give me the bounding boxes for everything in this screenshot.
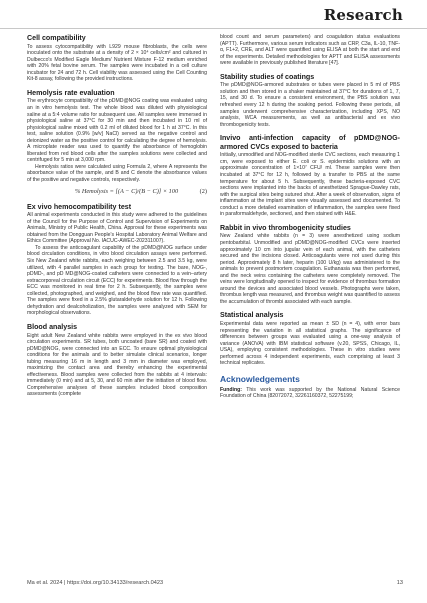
section-title-anti-infection: Invivo anti-infection capacity of pDMD@NOG-armored CVCs exposed to bacteria	[220, 134, 400, 151]
equation-body: % Hemolysis = [(A − C)/(B − C)] × 100	[75, 187, 179, 195]
left-column	[27, 34, 207, 398]
page-footer	[27, 580, 403, 592]
equation-hemolysis	[27, 187, 207, 197]
funding-text: This work was supported by the National Natural Science Foundation of China (82072072, 32261160372, 52275199;	[220, 386, 400, 400]
paragraph-funding	[220, 387, 400, 400]
paragraph-hemolysis-2: Hemolysis ratios were calculated using Formula 2, where A represents the absorbance value of the sample, and B and C denote the absorbance values of the positive and negative controls, respectively.	[27, 163, 207, 184]
section-title-blood-analysis: Blood analysis	[27, 322, 78, 331]
section-title-cell-compatibility: Cell compatibility	[27, 34, 86, 42]
section-title-thrombogenicity: Rabbit in vivo thrombogenicity studies	[220, 223, 351, 232]
paragraph-ex-vivo-2: To assess the anticoagulant capability of the pDMD@NOG surface under blood circulation conditions, in vitro blood circulation assays were performed. Six New Zealand white rabbits, each weighing between 2.5 and 3.5 kg, were utilized, with 4 parallel samples in each group for testing. The bare, NOG-, pDMD-, and pD MD@NOG-coated catheters were connected to a vein–artery extracorporeal circulation circuit (ECC) for experiments. Blood flow through the ECC was monitored in real time for 2 h. Subsequently, the samples were collected, photographed, and weighed, and the blood flow rate was quantified. The samples were fixed in a 2.5% glutaraldehyde solution for 12 h. Following dehydration and dealcoholization, the samples were analyzed with SEM for morphological observations.	[27, 244, 207, 317]
paragraph-statistics: Experimental data were reported as mean ± SD (n = 4), with error bars representing the variation in all statistical graphs. The significance of differences between groups was evaluated using a one-way analysis of variance (ANOVA) with IBM statistical software (v.20, SPSS, Chicago, IL, USA), employing consistent methodologies. These in vitro studies were performed across 4 independent experiments, each comprising at least 3 technical replicates.	[220, 321, 400, 367]
paragraph-thrombogenicity: New Zealand white rabbits (n = 3) were anesthetized using sodium pentobarbital. Unmodified and pDMD@NOG-modified CVCs were inserted approximately 10 cm into jugular vein of each animal, with the catheters secured and the incisions closed. Anticoagulants were not used during this period. Approximately 8 h later, heparin (100 U/kg) was administered to the animals to prevent postmortem coagulation. Euthanasia was then performed, and the neck veins containing the catheters were completely removed. The veins were longitudinally opened to inspect for evidence of thrombus formation around the devices and associated blood vessels. Photographs were taken, thrombus length was measured, and thrombus weight was quantified to assess the accumulation of thrombi associated with each sample.	[220, 233, 400, 305]
section-title-hemolysis: Hemolysis rate evaluation	[27, 88, 115, 97]
page-number: 13	[396, 580, 403, 586]
section-title-acknowledgements: Acknowledgements	[220, 373, 300, 384]
paragraph-ex-vivo-1: All animal experiments conducted in this study were adhered to the guidelines of the Council for the Purpose of Control and Supervision of Experiments on Animals, Ministry of Public Health, China. Approval for these experiments was obtained from the Dongguan People's Hospital Laboratory Animal Welfare and Ethics Committee (Approval No. IACUC-AWEC-202311007).	[27, 212, 207, 245]
section-title-ex-vivo: Ex vivo hemocompatibility test	[27, 202, 132, 211]
journal-header	[0, 0, 427, 29]
right-column	[220, 34, 400, 400]
paragraph-anti-infection: Initially, unmodified and NOG-modified sterile CVC sections, each measuring 1 cm, were exposed to either E. coli or S. epidermidis solutions with an approximate concentration of 1×10⁷ CFU/ ml. These samples were then incubated at 37°C for 12 h, followed by a transfer to PBS at the same temperature for about 5 h. Subsequently, these bacteria-exposed CVC sections were implanted into the backs of anesthetized Sprague-Dawley rats, with the surgical sites being sutured shut. After a week of observation, signs of inflammation at the implant sites were visually assessed and documented. To conduct a more detailed examination of inflammation, the samples were fixed in paraformaldehyde, sectioned, and then stained with H&E.	[220, 152, 400, 218]
paragraph-blood-analysis-cont: blood count and serum parameters) and coagulation status evaluations (APTT). Furthermore, various serum indicators such as CRP, C3a, IL-10, TNF-α, F1+2, CRE, and ALT were quantified using ELISA at both the start and end of the experiments. Detailed methodologies for APTT and ELISA assessments were available in previously published literature [47].	[220, 34, 400, 67]
paragraph-hemolysis-1: The erythrocyte compatibility of the pDMD@NOG coating was evaluated using an in vitro hemolysis test. The whole blood was diluted with physiological saline at a 5:4 volume ratio for subsequent use. All samples were immersed in physiological saline at 37°C for 30 min and then incubated in 10 ml of physiological saline mixed with 0.2 ml of diluted blood for 1 h at 37°C. In this test, saline solution (0.9% [w/v] NaCl) served as the negative control and deionized water as the positive control for calculating the degree of hemolysis. A microplate reader was used to quantify the absorbance of hemoglobin liberated from red blood cells after the samples solutions were collected and centrifuged for 5 min at 3,000 rpm.	[27, 98, 207, 164]
funding-label: Funding:	[220, 386, 242, 393]
equation-number: (2)	[199, 187, 207, 195]
paragraph-stability: The pDMD@NOG-armored substrates or tubes were placed in 5 ml of PBS solution and then stored in a shaker maintained at 37°C for durations of 1, 7, 15, and 30 d. To ensure a consistent environment, the PBS solution was refreshed every 12 h during the soaking period. Following these periods, all samples underwent comprehensive characterization, including XPS, NO analysis, WCA measurements, as well as antibacterial and ex vivo thrombogenicity tests.	[220, 82, 400, 128]
paragraph-cell-compatibility: To assess cytocompatibility with L929 mouse fibroblasts, the cells were inoculated onto the substrate at a density of 2 × 10⁴ cells/cm² and cultured in Dulbecco's Modified Eagle Medium/ Nutrient Mixture F-12 medium enriched with 20% fetal bovine serum. The samples were incubated in a cell culture incubator for 24 and 72 h. Cell viability was assessed using the Cell Counting Kit-8 assay, following the provided instructions.	[27, 43, 207, 83]
section-title-stability: Stability studies of coatings	[220, 72, 315, 81]
journal-name: Research	[323, 6, 403, 24]
section-title-statistics: Statistical analysis	[220, 311, 284, 320]
paragraph-blood-analysis: Eight adult New Zealand white rabbits were employed in the ex vivo blood circulation experiments. SR tubes, both uncoated (bare SR) and coated with pDMD@NOG, were connected into an ECC. To ensure optimal physiological conditions for the animals and to better simulate clinical scenarios, longer tubing measuring 16 m in length and 3 mm in diameter was employed, maximizing the contact area and thereby enhancing the experimental effectiveness. Blood samples were collected from the rabbits at 4 intervals: immediately (0 min) and at 5, 30, and 60 min after the initiation of blood flow. Comprehensive analyses of these samples included blood composition assessments (complete	[27, 332, 207, 398]
footer-citation: Ma et al. 2024 | https://doi.org/10.34133/research.0423	[27, 580, 164, 586]
